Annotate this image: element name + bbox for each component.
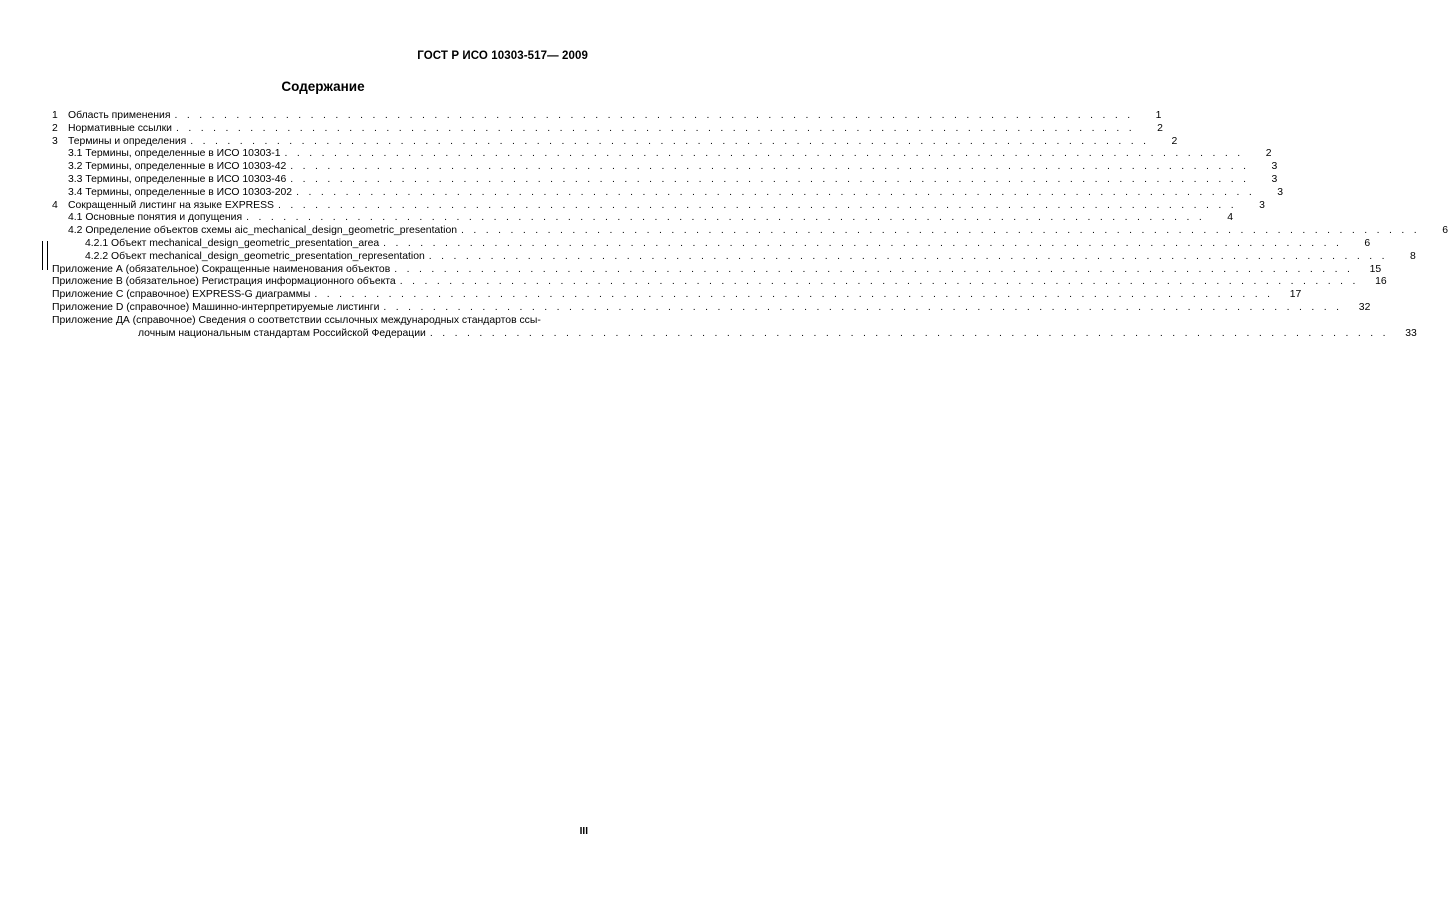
dot-leader: . . . . . . . . . . . . . . . . . . . . . . . . . . . . . . . . . . . . . . . . . . . . . . . . . . . . . . . . . . . . . . . . . . . . . . . . . . . . . . bbox=[383, 301, 1343, 313]
toc-entry-label: Приложение D (справочное) Машинно-интерпретируемые листинги bbox=[52, 301, 380, 313]
toc-entry-label: Приложение С (справочное) EXPRESS-G диаграммы bbox=[52, 289, 311, 301]
dot-leader: . . . . . . . . . . . . . . . . . . . . . . . . . . . . . . . . . . . . . . . . . . . . . . . . . . . . . . . . . . . . . . . . . . . . . . . . . . . . . . bbox=[429, 327, 1389, 339]
toc-entry-page: 17 bbox=[1289, 289, 1302, 301]
toc-entry[interactable] bbox=[52, 301, 1371, 315]
toc-entry-page: 3 bbox=[1271, 161, 1278, 173]
dot-leader: . . . . . . . . . . . . . . . . . . . . . . . . . . . . . . . . . . . . . . . . . . . . . . . . . . . . . . . . . . . . . . . . . . . . . . . . . . . . . . bbox=[394, 263, 1354, 275]
toc-entry-page: 3 bbox=[1277, 186, 1284, 198]
toc-entry[interactable] bbox=[52, 212, 1234, 225]
toc-entry-page: 4 bbox=[1227, 212, 1234, 224]
toc-entry-page: 3 bbox=[1259, 199, 1265, 211]
toc-entry-label: Сокращенный листинг на языке EXPRESS bbox=[68, 199, 274, 211]
toc-entry[interactable] bbox=[52, 263, 1382, 277]
toc-entry-label: 4.2.1 Объект mechanical_design_geometric_presentation_area bbox=[85, 237, 380, 249]
toc-entry-page: 16 bbox=[1375, 276, 1387, 288]
toc-entry-page: 1 bbox=[1155, 110, 1162, 121]
page-number: III bbox=[579, 826, 588, 837]
toc-entry[interactable] bbox=[52, 199, 1265, 213]
toc-entry[interactable] bbox=[52, 250, 1416, 264]
toc-entry-number: 4 bbox=[52, 199, 58, 211]
toc-entry[interactable] bbox=[52, 110, 1162, 123]
toc-entry[interactable] bbox=[52, 173, 1278, 187]
dot-leader: . . . . . . . . . . . . . . . . . . . . . . . . . . . . . . . . . . . . . . . . . . . . . . . . . . . . . . . . . . . . . . . . . . . . . . . . . . . . . . bbox=[190, 135, 1150, 147]
toc-entry-continuation[interactable] bbox=[52, 327, 1417, 341]
dot-leader: . . . . . . . . . . . . . . . . . . . . . . . . . . . . . . . . . . . . . . . . . . . . . . . . . . . . . . . . . . . . . . . . . . . . . . . . . . . . . . bbox=[174, 110, 1134, 121]
dot-leader: . . . . . . . . . . . . . . . . . . . . . . . . . . . . . . . . . . . . . . . . . . . . . . . . . . . . . . . . . . . . . . . . . . . . . . . . . . . . . . bbox=[428, 250, 1388, 262]
toc-entry-label: Приложение В (обязательное) Регистрация информационного объекта bbox=[52, 276, 396, 288]
change-bar bbox=[42, 241, 48, 270]
toc-entry-page: 3 bbox=[1271, 173, 1278, 185]
toc-entry-page: 15 bbox=[1369, 263, 1382, 275]
toc-entry[interactable] bbox=[52, 161, 1278, 174]
toc-entry-label: Приложение ДА (справочное) Сведения о соответствии ссылочных международных стандартов ссы- bbox=[52, 314, 541, 326]
dot-leader: . . . . . . . . . . . . . . . . . . . . . . . . . . . . . . . . . . . . . . . . . . . . . . . . . . . . . . . . . . . . . . . . . . . . . . . . . . . . . . bbox=[175, 122, 1135, 134]
toc-entry[interactable] bbox=[52, 122, 1163, 136]
dot-leader: . . . . . . . . . . . . . . . . . . . . . . . . . . . . . . . . . . . . . . . . . . . . . . . . . . . . . . . . . . . . . . . . . . . . . . . . . . . . . . bbox=[290, 173, 1250, 185]
toc-entry-page: 2 bbox=[1171, 135, 1178, 147]
toc-entry-label: Термины и определения bbox=[68, 135, 187, 147]
dot-leader: . . . . . . . . . . . . . . . . . . . . . . . . . . . . . . . . . . . . . . . . . . . . . . . . . . . . . . . . . . . . . . . . . . . . . . . . . . . . . . bbox=[296, 186, 1256, 198]
toc-entry-page: 32 bbox=[1358, 301, 1371, 313]
toc-entry-label: Область применения bbox=[68, 110, 171, 121]
toc-entry[interactable] bbox=[52, 289, 1302, 302]
toc-entry-label: 3.1 Термины, определенные в ИСО 10303-1 bbox=[68, 148, 281, 160]
dot-leader: . . . . . . . . . . . . . . . . . . . . . . . . . . . . . . . . . . . . . . . . . . . . . . . . . . . . . . . . . . . . . . . . . . . . . . . . . . . . . . bbox=[461, 225, 1420, 237]
dot-leader: . . . . . . . . . . . . . . . . . . . . . . . . . . . . . . . . . . . . . . . . . . . . . . . . . . . . . . . . . . . . . . . . . . . . . . . . . . . . . . bbox=[277, 199, 1237, 211]
toc-entry-page: 2 bbox=[1265, 148, 1272, 160]
dot-leader: . . . . . . . . . . . . . . . . . . . . . . . . . . . . . . . . . . . . . . . . . . . . . . . . . . . . . . . . . . . . . . . . . . . . . . . . . . . . . . bbox=[284, 148, 1244, 160]
dot-leader: . . . . . . . . . . . . . . . . . . . . . . . . . . . . . . . . . . . . . . . . . . . . . . . . . . . . . . . . . . . . . . . . . . . . . . . . . . . . . . bbox=[290, 161, 1250, 173]
toc-entry-page: 6 bbox=[1364, 237, 1371, 249]
toc-entry-number: 1 bbox=[52, 110, 58, 121]
toc-entry[interactable] bbox=[52, 148, 1272, 161]
page-title: Содержание bbox=[281, 79, 365, 94]
toc-entry-label: 4.2 Определение объектов схемы aic_mechanical_design_geometric_presentation bbox=[68, 225, 457, 237]
table-of-contents bbox=[52, 110, 1448, 340]
toc-entry[interactable] bbox=[52, 237, 1371, 251]
toc-entry-label: 4.2.2 Объект mechanical_design_geometric_presentation_representation bbox=[85, 250, 425, 262]
toc-entry-label: лочным национальным стандартам Российской Федерации bbox=[138, 327, 426, 339]
toc-entry[interactable] bbox=[52, 135, 1178, 149]
toc-entry-page: 8 bbox=[1409, 250, 1416, 262]
dot-leader: . . . . . . . . . . . . . . . . . . . . . . . . . . . . . . . . . . . . . . . . . . . . . . . . . . . . . . . . . . . . . . . . . . . . . . . . . . . . . . bbox=[399, 276, 1359, 288]
toc-entry-number: 3 bbox=[52, 135, 58, 147]
toc-entry-page: 6 bbox=[1442, 225, 1448, 237]
toc-entry-label: 3.3 Термины, определенные в ИСО 10303-46 bbox=[68, 173, 287, 185]
toc-entry-label: 3.4 Термины, определенные в ИСО 10303-202 bbox=[68, 186, 293, 198]
toc-entry-label: Приложение А (обязательное) Сокращенные наименования объектов bbox=[52, 263, 391, 275]
toc-entry-label: Нормативные ссылки bbox=[68, 122, 172, 134]
toc-entry-page: 2 bbox=[1157, 122, 1163, 134]
toc-entry[interactable] bbox=[52, 186, 1284, 200]
toc-entry-label: 4.1 Основные понятия и допущения bbox=[68, 212, 243, 224]
toc-entry-number: 2 bbox=[52, 122, 58, 134]
document-header: ГОСТ Р ИСО 10303-517— 2009 bbox=[417, 50, 588, 62]
toc-entry[interactable] bbox=[52, 315, 588, 328]
toc-entry-label: 3.2 Термины, определенные в ИСО 10303-42 bbox=[68, 161, 287, 173]
dot-leader: . . . . . . . . . . . . . . . . . . . . . . . . . . . . . . . . . . . . . . . . . . . . . . . . . . . . . . . . . . . . . . . . . . . . . . . . . . . . . . bbox=[314, 289, 1274, 301]
toc-entry[interactable] bbox=[52, 225, 1448, 238]
toc-entry-page: 33 bbox=[1405, 327, 1417, 339]
toc-entry[interactable] bbox=[52, 276, 1387, 289]
dot-leader: . . . . . . . . . . . . . . . . . . . . . . . . . . . . . . . . . . . . . . . . . . . . . . . . . . . . . . . . . . . . . . . . . . . . . . . . . . . . . . bbox=[246, 212, 1206, 224]
dot-leader: . . . . . . . . . . . . . . . . . . . . . . . . . . . . . . . . . . . . . . . . . . . . . . . . . . . . . . . . . . . . . . . . . . . . . . . . . . . . . . bbox=[383, 237, 1343, 249]
